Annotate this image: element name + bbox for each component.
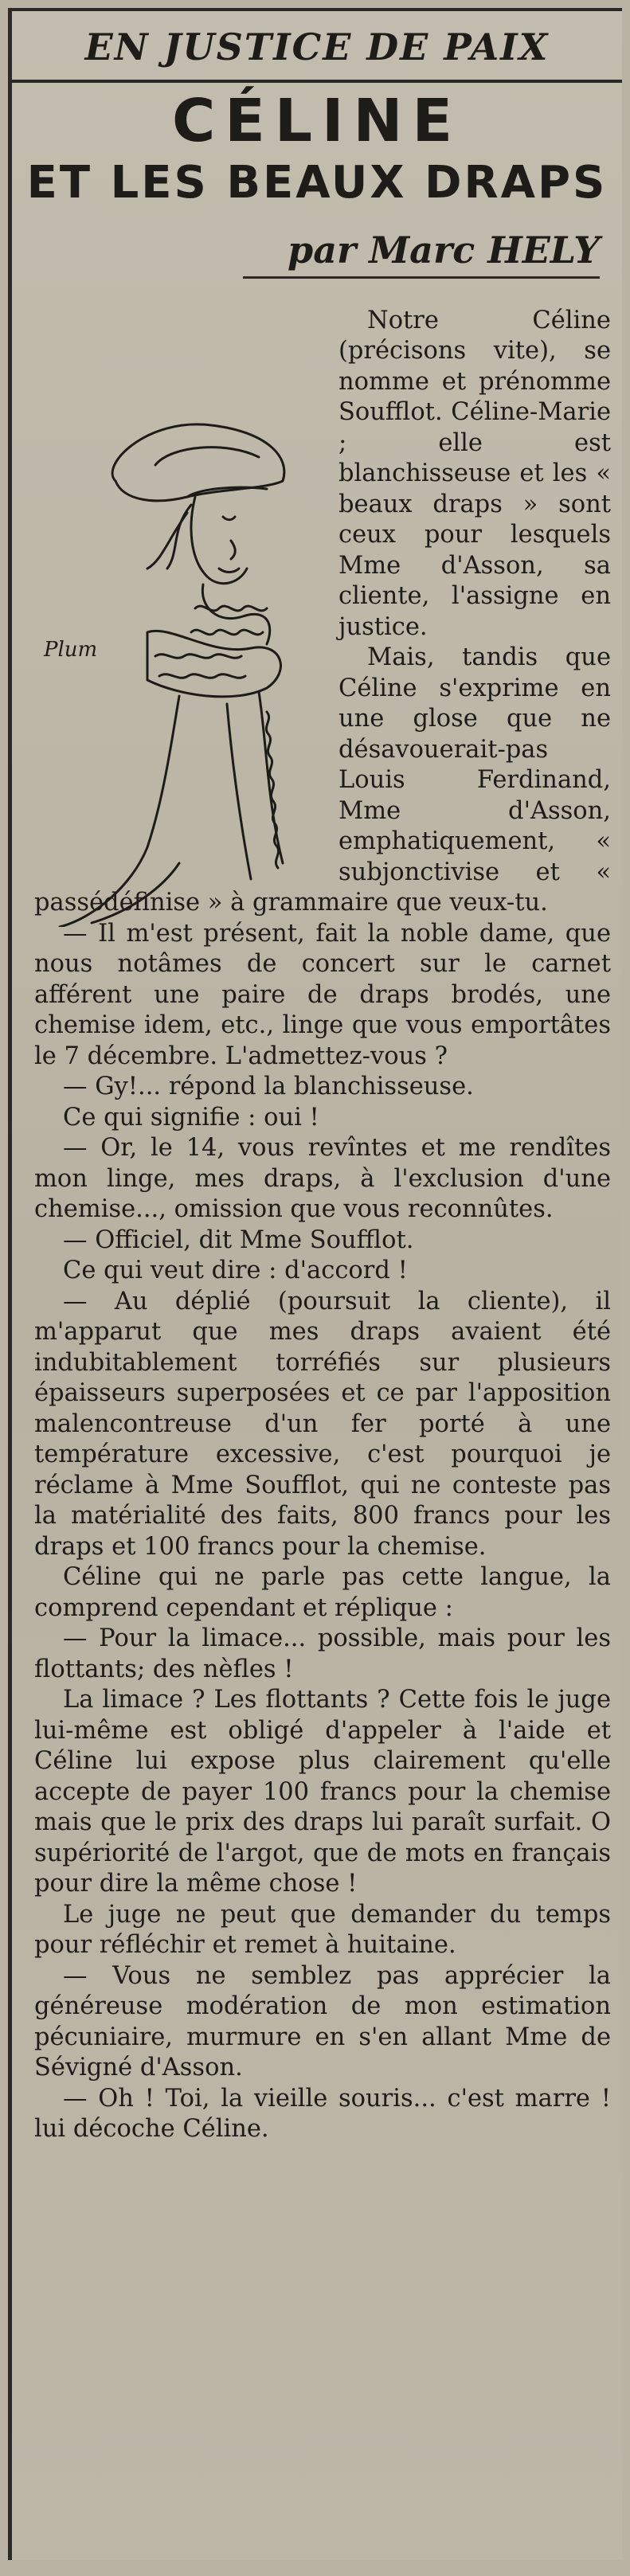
- byline: par Marc HELY: [288, 228, 600, 272]
- headline-line-1: CÉLINE: [171, 87, 463, 155]
- paragraph: — Vous ne semblez pas apprécier la généreuse modération de mon estimation pécuniaire, murmure en s'en allant Mme de Sévigné d'Asson.: [34, 1961, 611, 2082]
- paragraph: Ce qui signifie : oui !: [63, 1103, 319, 1132]
- paragraph: Céline qui ne parle pas cette langue, la comprend cependant et réplique :: [34, 1563, 611, 1622]
- paragraph: — Au déplié (poursuit la cliente), il m'apparut que mes draps avaient été indubitablement torréfiés sur plusieurs épaisseurs superposées et ce par l'apposition malencontreuse d'un fer porté à une température excessive, c'est pourquoi je réclame à Mme Soufflot, qui ne conteste pas la matérialité des faits, 800 francs pour les draps et 100 francs pour la chemise.: [34, 1287, 611, 1561]
- headline: [12, 89, 622, 208]
- section-rubric: EN JUSTICE DE PAIX: [12, 25, 622, 83]
- paragraph: La limace ? Les flottants ? Cette fois le juge lui-même est obligé d'appeler à l'aide et Céline lui expose plus clairement qu'elle accepte de payer 100 francs pour la chemise mais que le prix des draps lui paraît surfait. O supériorité de l'argot, que de mots en français pour dire la même chose !: [34, 1686, 611, 1898]
- paragraph: — Officiel, dit Mme Soufflot.: [63, 1225, 414, 1254]
- illustration-space: [34, 306, 338, 873]
- paragraph: — Gy!... répond la blanchisseuse.: [63, 1073, 474, 1101]
- paragraph: Notre Céline (précisons vite), se nomme et prénomme Soufflot. Céline-Marie ; elle est blanchisseuse et les « beaux draps » sont ceux pour lesquels Mme d'Asson, sa cliente, l'assigne en justice.: [338, 306, 611, 641]
- paragraph: — Or, le 14, vous revîntes et me rendîtes mon linge, mes draps, à l'exclusion d'une chemise..., omission que vous reconnûtes.: [34, 1134, 611, 1224]
- headline-line-2: ET LES BEAUX DRAPS: [26, 157, 608, 209]
- paragraph: — Il m'est présent, fait la noble dame, que nous notâmes de concert sur le carnet afférent une paire de draps brodés, une chemise idem, etc., linge que vous emportâtes le 7 décembre. L'admettez-vous ?: [34, 919, 611, 1070]
- newspaper-column: [8, 8, 622, 2560]
- article-body: [12, 306, 622, 2145]
- paragraph: — Oh ! Toi, la vieille souris... c'est marre ! lui décoche Céline.: [34, 2084, 611, 2144]
- paragraph: Ce qui veut dire : d'accord !: [63, 1257, 408, 1285]
- paragraph: — Pour la limace... possible, mais pour les flottants; des nèfles !: [34, 1624, 611, 1683]
- artist-signature: Plum: [44, 638, 98, 662]
- paragraph: Le juge ne peut que demander du temps pour réfléchir et remet à huitaine.: [34, 1900, 611, 1960]
- byline-rule: [243, 276, 600, 279]
- paragraph: Mais, tandis que Céline s'exprime en une glose que ne désavouerait-pas Louis Ferdinand, Mme d'Asson, emphatiquement, « subjonctivise et « passédéfinise » à grammaire que veux-tu.: [34, 643, 611, 917]
